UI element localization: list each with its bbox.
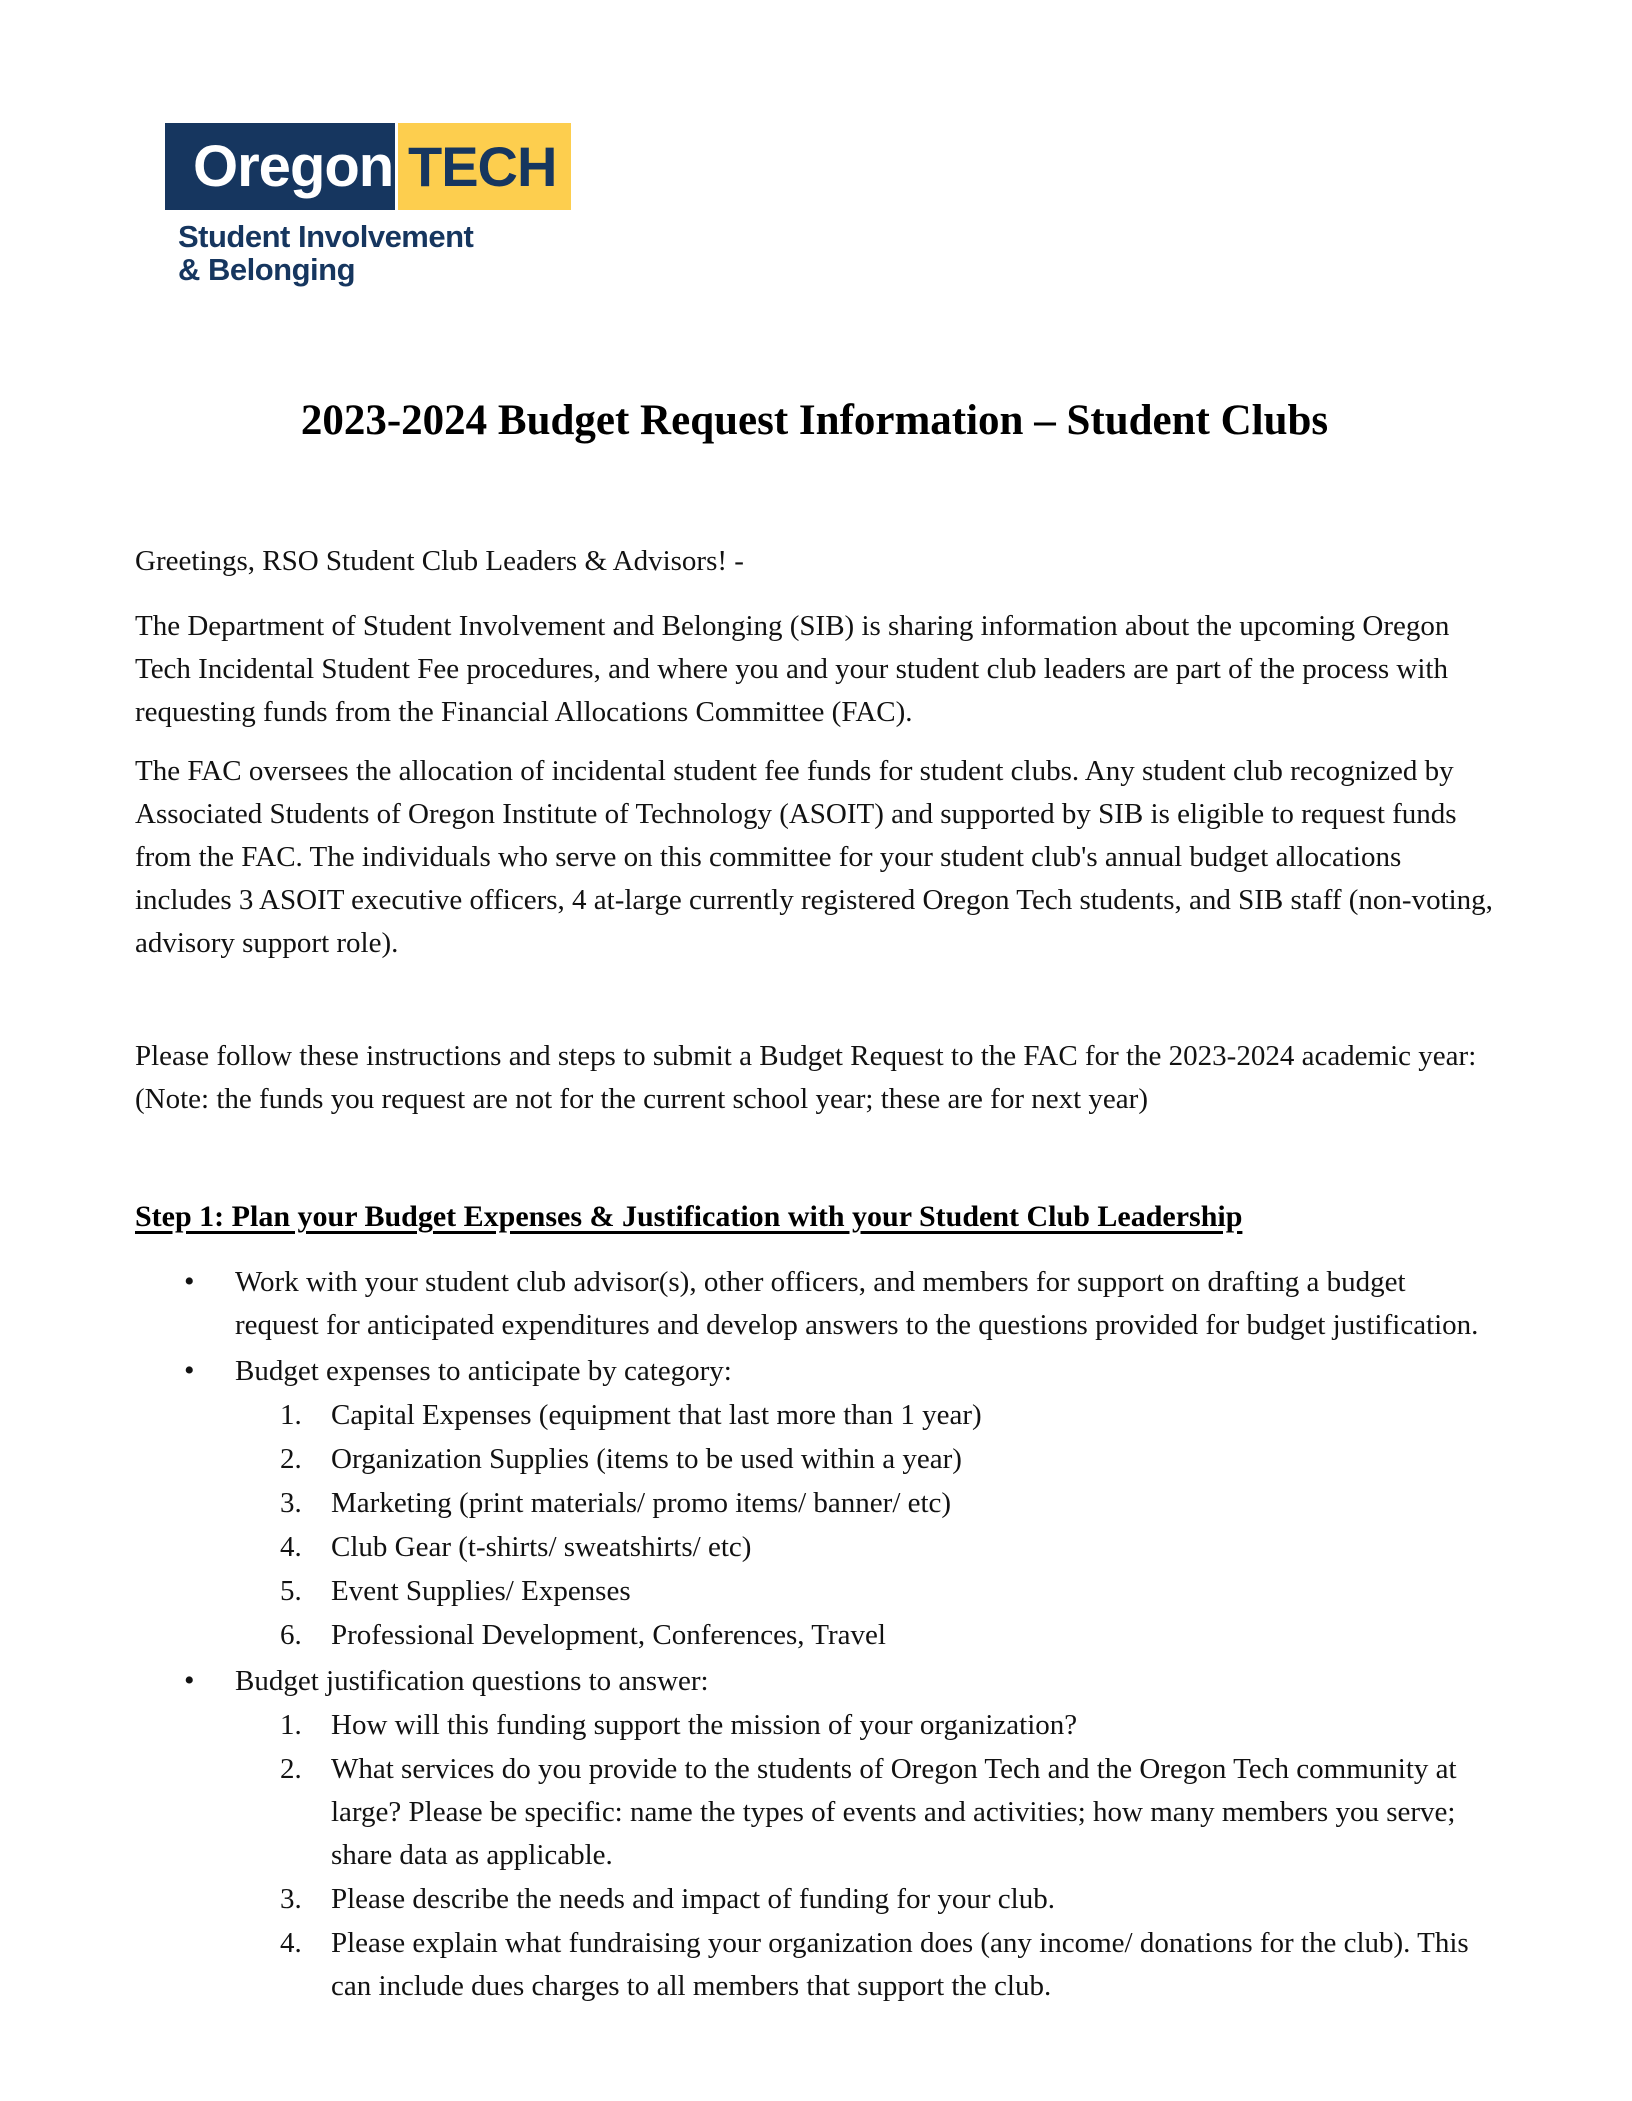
list-item: Marketing (print materials/ promo items/ banner/ etc) <box>331 1487 952 1519</box>
logo-oregon-text: Oregon <box>193 134 394 199</box>
bullet-budget-expenses <box>135 1350 1494 1657</box>
logo-oregon-box <box>165 123 395 210</box>
list-item: Organization Supplies (items to be used within a year) <box>331 1443 962 1475</box>
fac-overview-paragraph: The FAC oversees the allocation of incidental student fee funds for student clubs. Any student club recognized by Associated Students of Oregon Institute of Technology (ASOIT) and supported by SIB is eligible to request funds from the FAC. The individuals who serve on this committee for your student club's annual budget allocations includes 3 ASOIT executive officers, 4 at-large currently registered Oregon Tech students, and SIB staff (non-voting, advisory support role). <box>135 755 1493 959</box>
justification-questions-list <box>235 1704 1494 2008</box>
logo-tech-box <box>398 123 571 210</box>
expense-categories-list <box>235 1394 1494 1657</box>
logo-dept-line2: & Belonging <box>178 252 356 287</box>
logo-wordmark <box>165 123 571 210</box>
page-title: 2023-2024 Budget Request Information – Student Clubs <box>300 397 1329 444</box>
greeting-line: Greetings, RSO Student Club Leaders & Advisors! - <box>135 545 744 577</box>
list-item: Club Gear (t-shirts/ sweatshirts/ etc) <box>331 1531 752 1563</box>
list-item: Please describe the needs and impact of funding for your club. <box>331 1883 1055 1915</box>
bullet-text: Budget justification questions to answer: <box>235 1665 709 1697</box>
logo-tech-text: TECH <box>408 135 557 198</box>
bullet-text: Work with your student club advisor(s), other officers, and members for support on drafting a budget request for anticipated expenditures and develop answers to the questions provided for budget justification. <box>235 1266 1479 1341</box>
list-item: Please explain what fundraising your organization does (any income/ donations for the club). This can include dues charges to all members that support the club. <box>331 1927 1469 2002</box>
bullet-text: Budget expenses to anticipate by category: <box>235 1355 732 1387</box>
logo-department-name <box>178 220 1494 286</box>
step1-heading: Step 1: Plan your Budget Expenses & Justification with your Student Club Leadership <box>135 1200 1243 1233</box>
instructions-note-paragraph: Please follow these instructions and steps to submit a Budget Request to the FAC for the 2023-2024 academic year: (Note: the funds you request are not for the current school year; these are for next year) <box>135 1040 1477 1115</box>
list-item: Capital Expenses (equipment that last more than 1 year) <box>331 1399 982 1431</box>
step1-bullet-list <box>135 1261 1494 2008</box>
bullet-budget-justification <box>135 1660 1494 2008</box>
logo-dept-line1: Student Involvement <box>178 219 474 254</box>
list-item: How will this funding support the mission of your organization? <box>331 1709 1078 1741</box>
oregon-tech-logo <box>165 123 1494 286</box>
list-item: What services do you provide to the students of Oregon Tech and the Oregon Tech community at large? Please be specific: name the types of events and activities; how many members you serve; share data as applicable. <box>331 1753 1457 1871</box>
intro-paragraph: The Department of Student Involvement and Belonging (SIB) is sharing information about the upcoming Oregon Tech Incidental Student Fee procedures, and where you and your student club leaders are part of the process with requesting funds from the Financial Allocations Committee (FAC). <box>135 610 1450 728</box>
list-item: Event Supplies/ Expenses <box>331 1575 631 1607</box>
list-item: Professional Development, Conferences, Travel <box>331 1619 886 1651</box>
bullet-work-with-advisors <box>135 1261 1494 1347</box>
